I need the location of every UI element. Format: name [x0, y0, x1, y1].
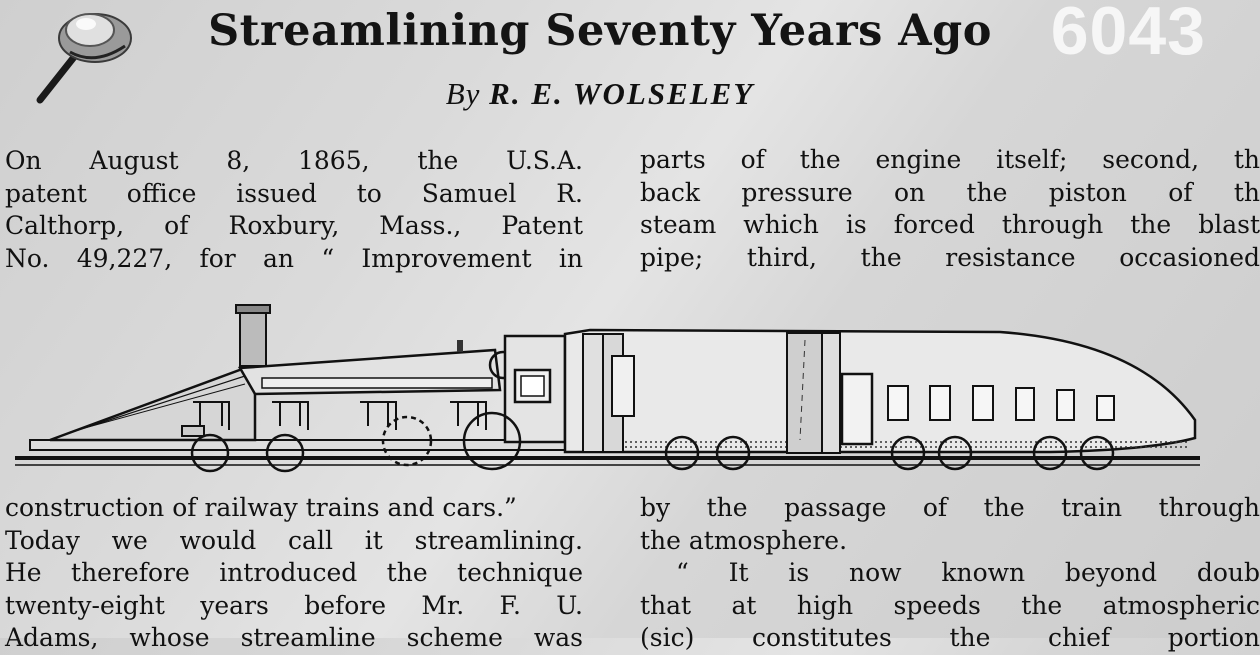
text-line: by the passage of the train through: [640, 493, 1260, 522]
article-title: Streamlining Seventy Years Ago: [208, 6, 992, 56]
text-line: On August 8, 1865, the U.S.A.: [5, 146, 583, 175]
author-name: R. E. WOLSELEY: [489, 76, 755, 111]
byline-prefix: By: [445, 76, 481, 111]
text-line: construction of railway trains and cars.”: [5, 493, 517, 522]
text-line: (sic) constitutes the chief portion: [640, 623, 1260, 652]
streamlined-train-illustration: [0, 290, 1200, 480]
text-line: that at high speeds the atmospheric: [640, 590, 1260, 620]
text-line: Today we would call it streamlining.: [5, 525, 583, 555]
text-line: twenty-eight years before Mr. F. U.: [5, 590, 583, 620]
text-line: parts of the engine itself; second, th: [640, 145, 1260, 174]
left-column-bottom: [5, 492, 583, 655]
left-column-top: [5, 145, 583, 275]
text-line: He therefore introduced the technique: [5, 558, 583, 587]
text-line: the atmosphere.: [640, 525, 848, 555]
byline: [0, 76, 1200, 112]
text-line: Adams, whose streamline scheme was: [5, 623, 583, 652]
text-line: patent office issued to Samuel R.: [5, 178, 583, 208]
text-line: “ It is now known beyond doub: [676, 558, 1260, 587]
text-line: Calthorp, of Roxbury, Mass., Patent: [5, 211, 583, 240]
right-column-top: [640, 144, 1260, 274]
right-column-bottom: [640, 492, 1260, 655]
text-line: No. 49,227, for an “ Improvement in: [5, 243, 583, 273]
text-line: back pressure on the piston of th: [640, 177, 1260, 207]
text-line: steam which is forced through the blast: [640, 210, 1260, 239]
text-line: pipe; third, the resistance occasioned: [640, 242, 1260, 272]
archive-number-stamp: 6043: [1050, 0, 1206, 69]
